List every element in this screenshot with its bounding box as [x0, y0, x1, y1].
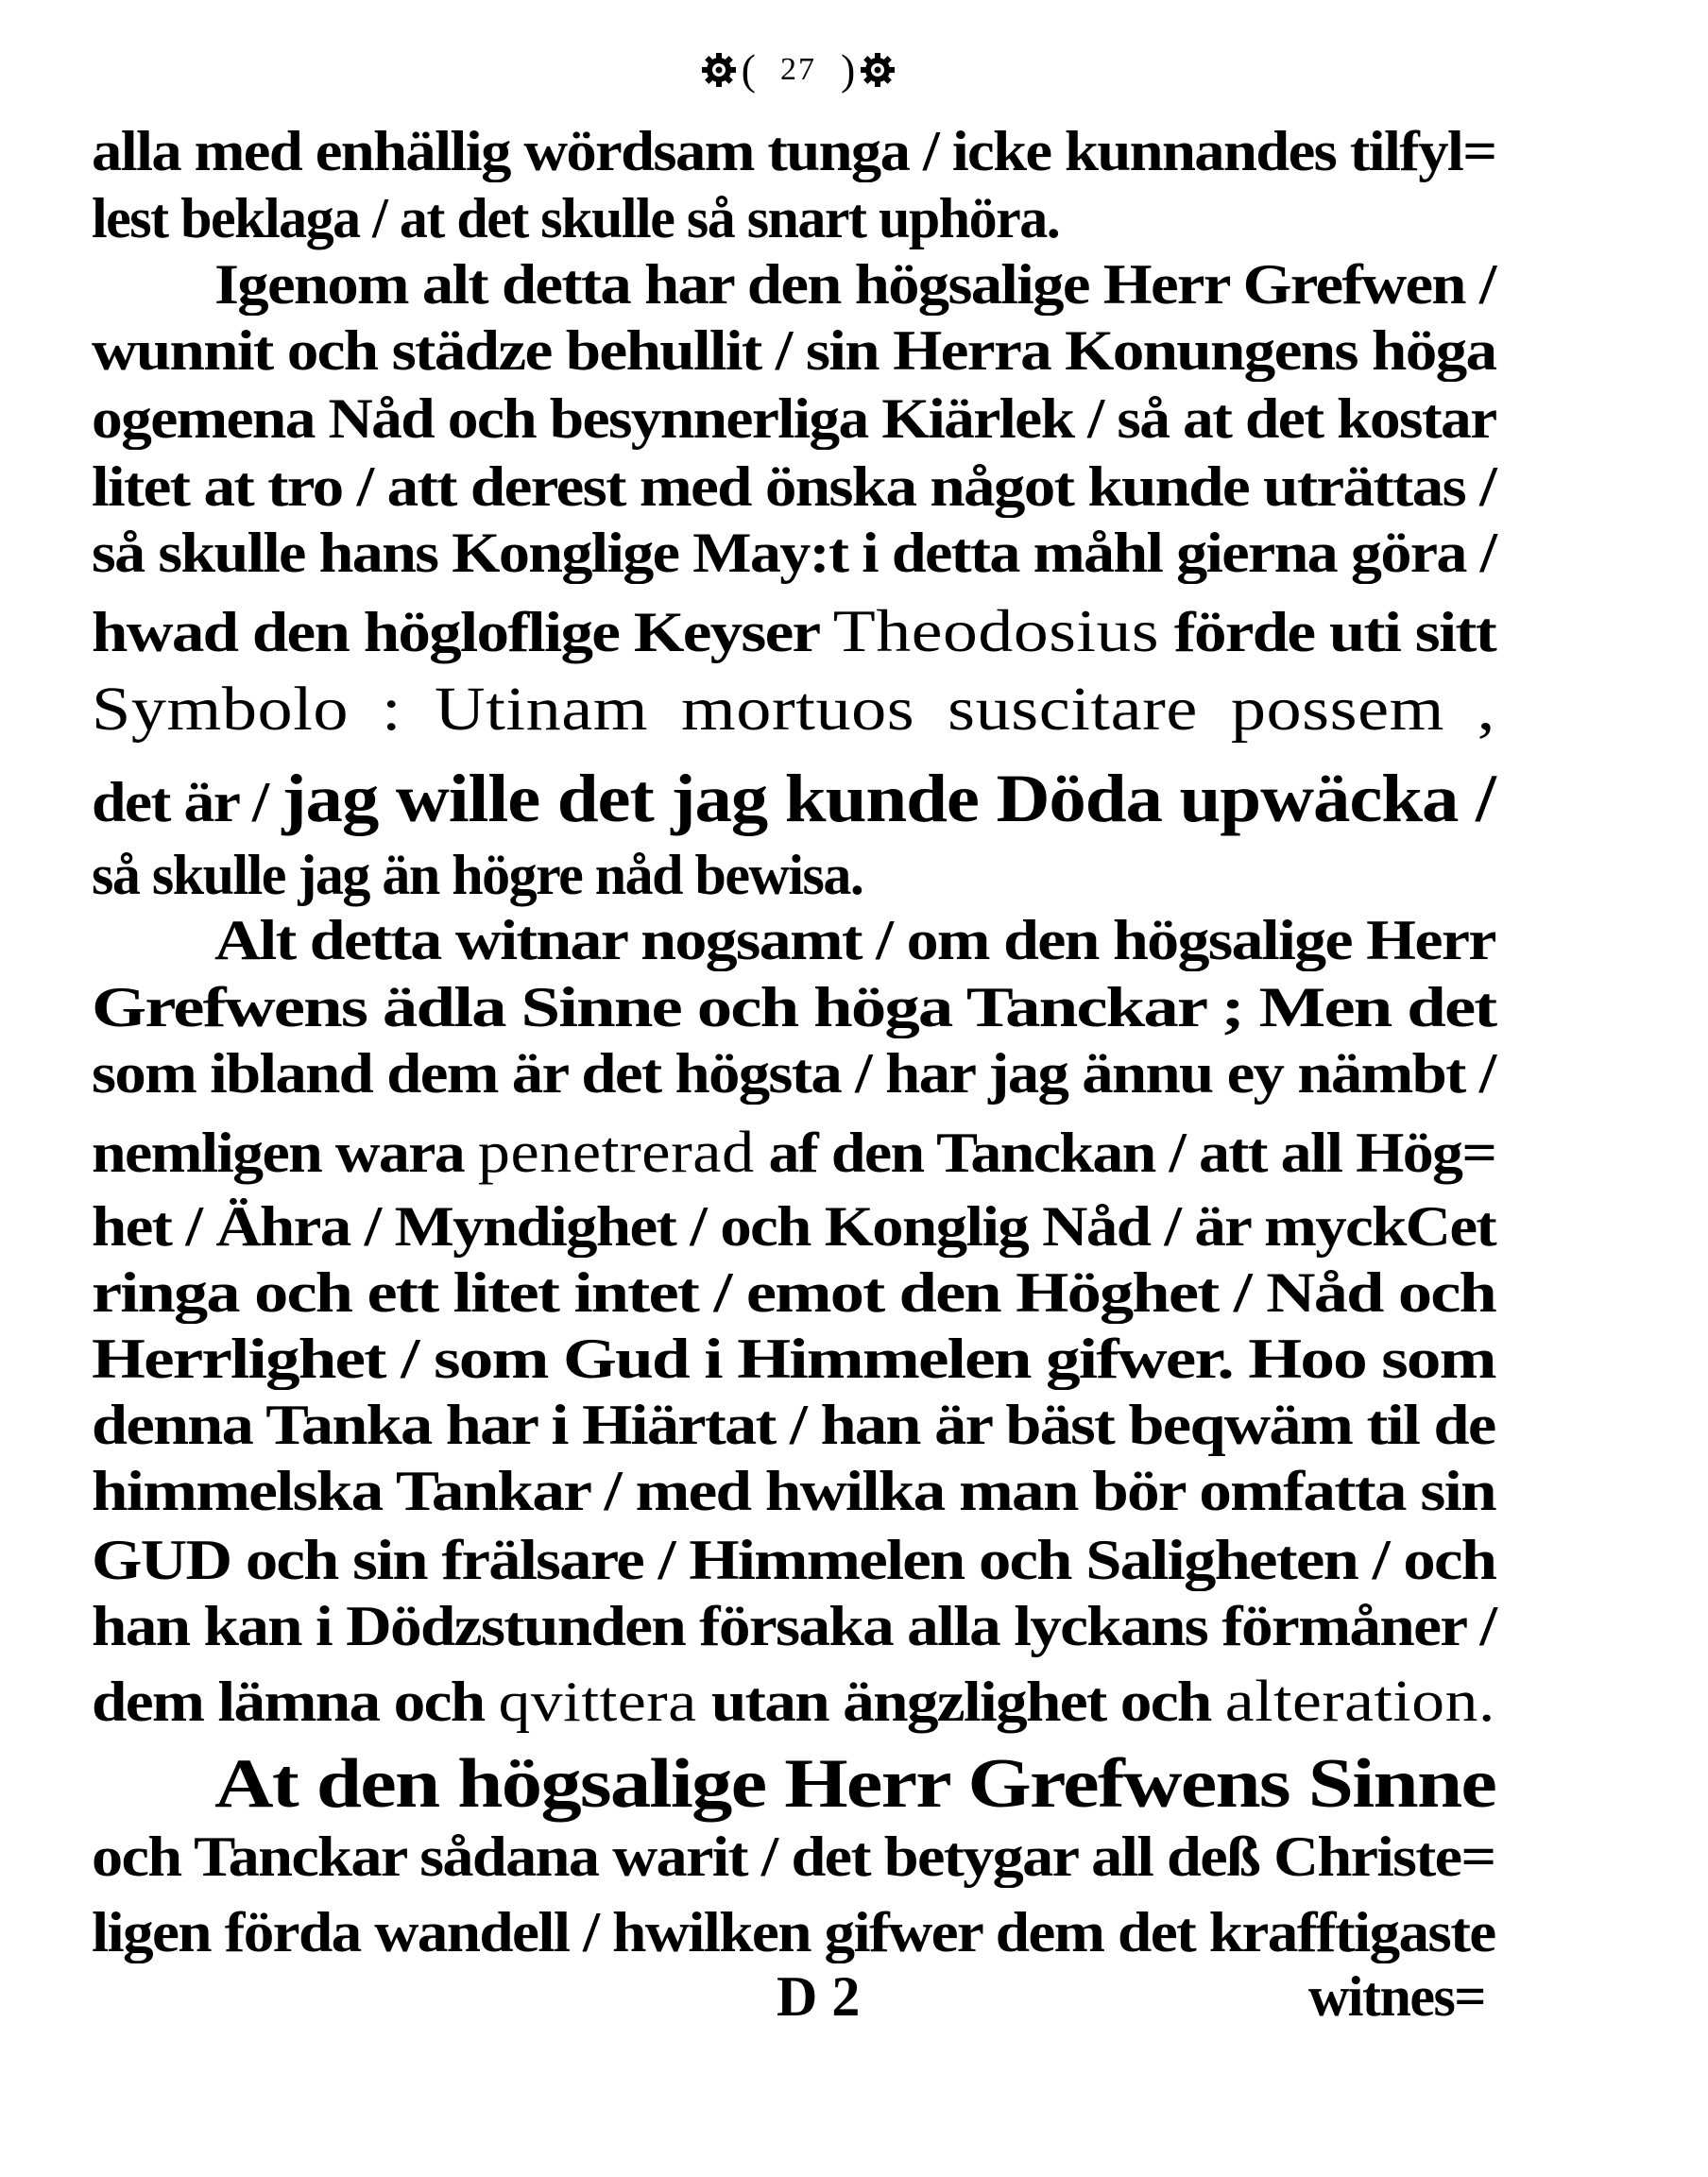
- text-segment: dem lämna och: [92, 1671, 499, 1733]
- text-segment: han kan i Dödzstunden försaka alla lyckans förmåner /: [92, 1595, 1496, 1657]
- emphasized-quote-segment: jag wille det jag kunde Döda upwäcka /: [282, 761, 1495, 836]
- paragraph-start-line: [214, 1739, 1495, 1829]
- text-segment: Igenom alt detta har den högsalige Herr Grefwen /: [214, 253, 1495, 316]
- text-segment: hwad den högloflige Keyser: [92, 601, 833, 663]
- paragraph-start-line: [214, 902, 1495, 978]
- text-line: [92, 1036, 1495, 1111]
- page-number: 27: [780, 52, 816, 87]
- latin-word-segment: alteration.: [1224, 1670, 1495, 1734]
- text-segment: At den högsalige Herr Grefwens Sinne: [214, 1745, 1496, 1823]
- gear-ornament-icon: [859, 51, 897, 89]
- text-line: [92, 1522, 1495, 1598]
- text-segment: af den Tanckan / att all Hög=: [754, 1122, 1496, 1184]
- close-paren: ): [841, 45, 856, 94]
- text-line: [92, 593, 1495, 669]
- text-segment: himmelska Tankar / med hwilka man bör omfatta sin: [92, 1460, 1495, 1522]
- text-segment: alla med enhällig wördsam tunga / icke kunnandes tilfyl=: [92, 120, 1496, 182]
- text-line: [92, 180, 1495, 256]
- text-line: [92, 449, 1495, 524]
- text-line: [92, 1387, 1495, 1463]
- paragraph-start-line: [214, 247, 1495, 322]
- text-line: [92, 515, 1495, 591]
- text-segment: ringa och ett litet intet / emot den Höghet / Nåd och: [92, 1261, 1495, 1324]
- gear-ornament-icon: [700, 51, 738, 89]
- catchword: witnes=: [1307, 1965, 1485, 2028]
- running-header: [661, 42, 935, 98]
- latin-name-segment: Theodosius: [832, 597, 1160, 664]
- text-line: [92, 756, 1495, 841]
- text-segment: nemligen wara: [92, 1122, 478, 1184]
- latin-word-segment: qvittera: [498, 1671, 697, 1733]
- text-segment: litet at tro / att derest med önska något kunde uträttas /: [92, 455, 1496, 518]
- text-line: [92, 1588, 1495, 1664]
- text-line: [92, 1453, 1495, 1529]
- text-line: [92, 1189, 1495, 1264]
- text-segment: denna Tanka har i Hiärtat / han är bäst beqwäm til de: [92, 1394, 1495, 1456]
- text-segment: het / Ähra / Myndighet / och Konglig Nåd / är myckCet: [92, 1195, 1496, 1258]
- open-paren: (: [741, 45, 756, 94]
- text-segment: lest beklaga / at det skulle så snart uphöra.: [92, 187, 1060, 249]
- text-line: [92, 1819, 1495, 1894]
- signature-mark: D 2: [777, 1965, 861, 2028]
- text-line: [92, 1321, 1495, 1397]
- text-segment: det är /: [92, 771, 282, 833]
- text-segment: ogemena Nåd och besynnerliga Kiärlek / så at det kostar: [92, 387, 1496, 450]
- latin-quote-segment: Symbolo : Utinam mortuos suscitare possem ,: [92, 675, 1495, 744]
- text-segment: ligen förda wandell / hwilken gifwer dem det krafftigaste: [92, 1901, 1495, 1963]
- latin-word-segment: penetrerad: [477, 1121, 755, 1185]
- text-segment: Herrlighet / som Gud i Himmelen gifwer. Hoo som: [92, 1328, 1495, 1390]
- latin-quote-line: [92, 672, 1495, 747]
- text-segment: så skulle jag än högre nåd bewisa.: [92, 844, 863, 906]
- text-segment: förde uti sitt: [1159, 601, 1495, 663]
- text-line: [92, 1664, 1495, 1740]
- text-line: [92, 381, 1495, 456]
- text-segment: och Tanckar sådana warit / det betygar all deß Christe=: [92, 1826, 1495, 1888]
- text-segment: utan ängzlighet och: [696, 1671, 1225, 1733]
- text-segment: så skulle hans Konglige May:t i detta måhl gierna göra /: [92, 522, 1496, 584]
- text-segment: GUD och sin frälsare / Himmelen och Saligheten / och: [92, 1529, 1496, 1591]
- text-segment: Grefwens ädla Sinne och höga Tanckar ; Men det: [92, 976, 1496, 1038]
- text-line: [92, 113, 1495, 189]
- text-segment: wunnit och städze behullit / sin Herra Konungens höga: [92, 319, 1496, 382]
- text-segment: som ibland dem är det högsta / har jag ännu ey nämbt /: [92, 1042, 1495, 1105]
- text-line: [92, 313, 1495, 388]
- text-line: [92, 1115, 1495, 1191]
- text-line: [92, 969, 1495, 1045]
- text-line: [92, 837, 1495, 913]
- text-segment: Alt detta witnar nogsamt / om den högsalige Herr: [214, 909, 1495, 971]
- text-line: [92, 1255, 1495, 1330]
